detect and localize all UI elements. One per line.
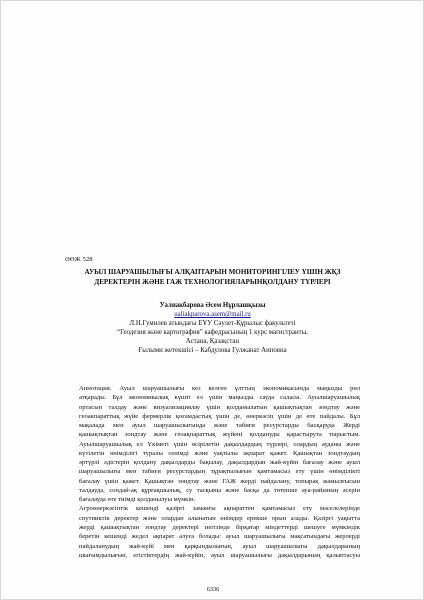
text-line: мақалада мен ауыл шаруашылығында және табиғи ресурстарды басқаруда Жерді <box>79 422 360 430</box>
text-line: талдауда, сондай-ақ құрғақшылық, су тасқыны және басқа да төтенше ауа-райының әсерін <box>79 486 360 494</box>
title-line: АУЫЛ ШАРУАШЫЛЫҒЫ АЛҚАПТАРЫН МОНИТОРИНГІЛЕУ ҮШІН ЖҚЗ <box>84 268 341 276</box>
text-line: бағалау үшін қажет. Қашықтан зондтау және ГАЖ жерді пайдалану, топырақ жамылғысын <box>79 477 360 485</box>
udc-code: ӘӨЖ 528 <box>65 256 93 263</box>
text-line: атқарады. Бұл экономикалық күшті ел үшін маңызды сауда саласы. Ауылшаруашылық <box>79 394 360 402</box>
text-line: пайдаланудың жай-күйі мен қарқындылығын, ауыл шаруашылығы дақылдарының <box>79 542 360 550</box>
text-line: ортасын талдау және визуализациялау үшін қолданылатын қашықтықтан зондтау және <box>79 403 360 411</box>
text-line: күтілетін өнімділігі туралы сенімді және уақтылы ақпарат қажет. Қашықтан зондтаудың <box>79 449 360 457</box>
author-affiliation: Л.Н.Гумилев атындағы ЕҰУ Сәулет-Құрылыс факультеті <box>129 320 296 328</box>
text-line: жерді қашықтықтан зондтау деректері негізінде бірқатар міндеттерді шешуге мүмкіндік <box>79 523 360 531</box>
abstract-paragraph <box>65 384 360 504</box>
abstract-section <box>65 384 360 560</box>
text-line: әртүрлі әдістерін қолдану дақылдарды бақылау, дақылдардын жай-күйін бағалау және ауыл <box>79 459 360 467</box>
text-line: қашықтықтан зондтау және геоақпараттық жүйені қолдануды қарастырута тырыстым. <box>79 431 360 439</box>
author-block <box>59 301 366 356</box>
text-line: Ауылшаруашылық ел Үкіметі үшін өсірілетін дақылдардың түрлері, олардың ауданы және <box>79 440 360 448</box>
title-line: ДЕРЕКТЕРІН ЖӘНЕ ГАЖ ТЕХНОЛОГИЯЛАРЫНҚОЛДАНУ ТҮРЛЕРІ <box>94 278 331 287</box>
text-line: бағалауда өте тиімді қолданылуы мүмкін. <box>79 496 196 504</box>
text-line: шаруашылығы мен табиғи ресурстардың тұрақтылығын қамтамасыз ету үшін өнімділікті <box>79 468 360 476</box>
text-line: шығымдылығын, егістіктердің жай-күйін, ауыл шаруашылығы дақылдарының қалыптасуы <box>79 551 360 559</box>
author-department: “Геодезия және картография” кафедрасының 1 курс магистранты, <box>117 329 308 337</box>
text-line: геоакпараттық жүйе фермерлік қоғамдастық үшін де, өнеркәсіп үшін де өте пайдалы. Бұл <box>79 412 360 420</box>
text-line: беретін кешенді жедел ақпарат алуға болады: ауыл шаруашылығы мақсатындағы жерлерді <box>79 533 360 541</box>
author-name: Уалиакбарова Әсем Нұрлашқызы <box>159 302 266 309</box>
text-line: Агроөнеркәсіптік кешенді қазіргі заманғы ақпараттен қамтамасыз ету мәселелерінде <box>79 505 360 513</box>
author-email-link[interactable]: ualiakparova.asem@mail.ru <box>174 311 251 319</box>
author-supervisor: Ғылыми жетекшісі – Кабдулова Гулжанат Аиповна <box>138 347 287 355</box>
author-city: Астана, Қазақстан <box>185 338 240 346</box>
text-line: спутниктік деректер және олардан алынатын өнімдер ерекше орын алады. Қазіргі уақытта <box>79 514 360 522</box>
paper-title <box>59 267 366 288</box>
page-number: 6336 <box>206 586 220 593</box>
body-paragraph <box>65 504 360 560</box>
text-line: Аннотация. Ауыл шаруашылығы кез келген ұлттың экономикасында маңызды рөл <box>79 385 360 392</box>
